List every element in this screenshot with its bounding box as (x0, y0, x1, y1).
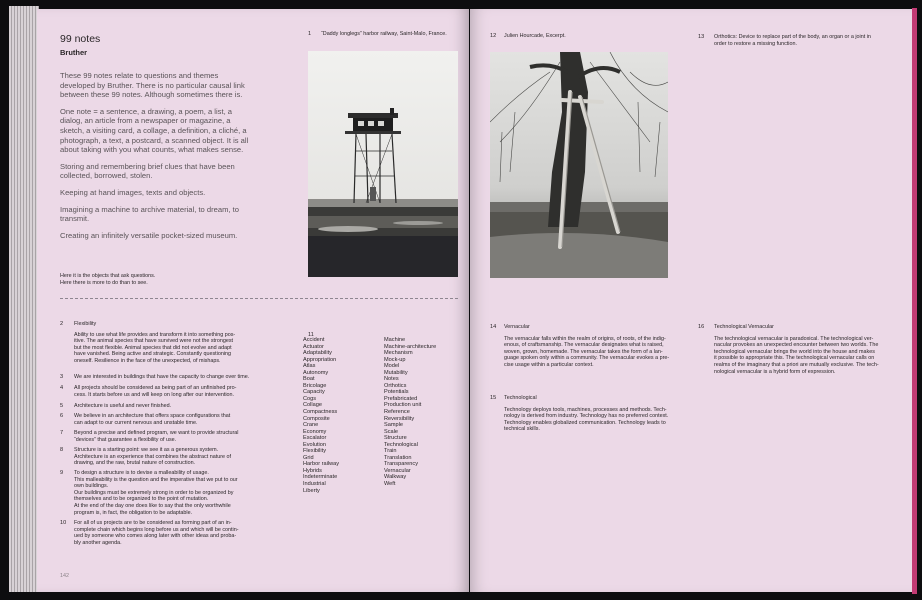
word-list-item: Mechanism (384, 350, 413, 357)
note-line: technological vernacular brings the world into the house and makes (714, 348, 875, 355)
word-list-item: Compactness (303, 409, 338, 416)
note-3 (60, 374, 250, 381)
note-number: 3 (60, 374, 64, 380)
word-list-item: Flexibility (303, 448, 327, 455)
note-line: complete chain which begins long before us and which will be contin- (74, 526, 239, 533)
note-line: We are interested in buildings that have the capacity to change over time. (74, 374, 250, 380)
note-line: bly another agenda. (74, 539, 122, 546)
word-list-item: Autonomy (303, 369, 329, 376)
word-list-item: Mutability (384, 369, 408, 376)
note-number: 14 (490, 324, 497, 330)
page-title: 99 notes (60, 33, 101, 45)
note-number: 9 (60, 470, 64, 476)
word-list-item: Weft (384, 481, 396, 488)
intro-footnote (60, 273, 260, 286)
word-list-item: Grid (303, 454, 314, 461)
word-list-item: Transparency (384, 461, 418, 468)
page-subtitle: Bruther (60, 48, 88, 57)
note-line: have vanished. Being active and strategic. Constantly questioning (74, 351, 232, 358)
harbor-railway-photo-image (308, 51, 458, 277)
note-number: 8 (60, 447, 64, 453)
intro-paragraph: Imagining a machine to archive material, to dream, to transmit. (60, 204, 239, 224)
note-line: nacular provokes an unexpected encounter between two worlds. The (714, 342, 879, 349)
footnote-line: Here there is more to do than to see. (60, 279, 148, 286)
word-list-item: Industrial (303, 481, 326, 488)
note-line: Our buildings must be extremely strong in order to be organized by (74, 489, 234, 496)
note-number: 10 (60, 520, 67, 526)
note-line: drawing, and the raw, brutal nature of construction. (74, 460, 196, 467)
word-list-item: Orthotics (384, 382, 407, 389)
note-2 (60, 321, 250, 365)
note-line: The technological vernacular is paradoxical. The technological ver- (714, 335, 874, 342)
note-line: guage spoken only within a community. The vernacular evokes a pre- (504, 355, 670, 362)
note-7 (60, 430, 250, 443)
photo-harbor-railway (308, 51, 458, 277)
note-line: Technology deploys tools, machines, processes and methods. Tech- (504, 406, 667, 413)
note-14 (490, 324, 690, 369)
word-list-item: Appropriation (303, 356, 337, 363)
word-list-item: Model (384, 363, 400, 370)
note-line: Technological Vernacular (714, 324, 774, 330)
note-line: themselves and to be organized to the point of mutation. (74, 496, 209, 503)
note-line: Technological (504, 395, 537, 401)
word-list-item: Machine (384, 337, 406, 343)
note-number: 6 (60, 413, 64, 419)
note-line: enous, of craftsmanship. The vernacular designates what is raised, (504, 342, 664, 349)
note-number: 5 (60, 403, 64, 409)
page-number (60, 564, 69, 582)
note-line: The vernacular falls within the realm of origins, of roots, of the indig- (504, 335, 666, 342)
word-list-item: Translation (384, 454, 412, 461)
note-line: it possible to appropriate this. The technological vernacular calls on (714, 355, 875, 362)
word-list-item: Mock-up (384, 356, 406, 363)
note-number: 15 (490, 395, 497, 401)
word-list-item: Evolution (303, 441, 327, 448)
note-caption: Julien Hourcade, Excerpt. (504, 33, 566, 39)
note-number: 4 (60, 385, 64, 391)
word-list-item: Reference (384, 409, 410, 416)
word-list-item: Boat (303, 376, 315, 383)
note-line: itive. The animal species that have survived were not the strongest (74, 338, 234, 345)
intro-text (60, 71, 255, 247)
note-line: Flexibility (74, 321, 97, 327)
note-line: We believe in an architecture that offers space configurations that (74, 413, 231, 419)
word-list-item: Liberty (303, 487, 320, 494)
note-line: program is, in fact, the obligation to be adaptable. (74, 509, 193, 516)
intro-paragraph: Storing and remembering brief clues that have been collected, borrowed, stolen. (60, 161, 235, 181)
note-line: cise usage within a particular context. (504, 361, 594, 368)
note-line: This malleability is the question and the imperative that we put to our (74, 476, 238, 483)
word-list-item: Sample (384, 422, 403, 429)
note-number: 12 (490, 33, 497, 39)
note-number: 16 (698, 324, 705, 330)
word-list-item: Collage (303, 402, 322, 409)
footnote-line: Here it is the objects that ask questions. (60, 273, 156, 279)
note-number: 7 (60, 430, 64, 436)
left-header (60, 33, 250, 57)
note-number: 2 (60, 321, 64, 327)
page-number-text: 142 (60, 573, 69, 579)
word-list-item: Prefabricated (384, 395, 418, 402)
word-list-item: Economy (303, 428, 327, 435)
tree-props-photo-image (490, 52, 668, 278)
word-list-item: Technological (384, 441, 418, 448)
word-list-item: Machine-architecture (384, 343, 437, 350)
book-edge (912, 8, 917, 594)
word-list-item: Production unit (384, 402, 422, 409)
note-line: For all of us projects are to be considered as forming part of an in- (74, 520, 232, 526)
left-page (37, 9, 469, 592)
page-stack-edge (9, 6, 39, 592)
right-page (470, 9, 912, 592)
note-line: nology is derived from industry. Technology has no preferred context. (504, 413, 669, 420)
note-13 (698, 34, 898, 47)
note-8 (60, 447, 250, 467)
word-list-item: Walkway (384, 474, 407, 481)
note-line: but the most flexible. Animal species that did not evolve and adapt (74, 344, 232, 351)
word-list-item: Indeterminate (303, 474, 338, 481)
note-line: woven, grown, homemade. The vernacular takes the form of a lan- (504, 348, 663, 355)
note-6 (60, 413, 250, 426)
note-line: technical skills. (504, 426, 540, 433)
note-line: Technology enables globalized communication. Technology leads to (504, 419, 666, 426)
intro-paragraph: One note = a sentence, a drawing, a poem, a list, a dialog, an article from a newspaper or magazine, a sketch, a visiting card, a collage, a definition, a cliché, a photograph, a text, a postcard, a scanned object. It is all about taking with you what counts, what makes sense. (60, 106, 249, 155)
word-list-item: Atlas (303, 363, 316, 370)
word-list-item: Vernacular (384, 467, 411, 474)
note-line: cess. It starts before us and will keep on long after our intervention. (74, 391, 235, 398)
word-list-item: Adaptability (303, 350, 332, 357)
note-line: order to restore a missing function. (714, 40, 797, 47)
note-10 (60, 520, 250, 546)
note-line: own buildings. (74, 483, 109, 490)
note-line: realms of the imaginary that a priori are mutually exclusive. The tech- (714, 361, 879, 368)
word-list-column-2 (384, 337, 464, 488)
word-list-item: Actuator (303, 343, 324, 350)
intro-paragraph: These 99 notes relate to questions and themes developed by Bruther. There is no particular causal link between these 99 notes. Although sometimes there is. (60, 71, 245, 100)
word-list-item: Composite (303, 415, 330, 422)
section-divider (60, 298, 458, 299)
word-list-item: Bricolage (303, 382, 327, 389)
note-line: Structure is a starting point: we see it as a generous system. (74, 447, 219, 453)
intro-paragraph: Keeping at hand images, texts and objects. (60, 187, 206, 197)
note-line: Architecture is useful and never finished. (74, 403, 172, 409)
word-list-item: Accident (303, 337, 325, 343)
note-5 (60, 403, 250, 410)
note-line: Orthotics: Device to replace part of the body, an organ or a joint in (714, 34, 871, 40)
note-line: Vernacular (504, 324, 530, 330)
word-list-item: Harbor railway (303, 461, 340, 468)
word-list-item: Notes (384, 376, 399, 383)
note-line: nological vernacular is a hybrid form of expression. (714, 368, 836, 375)
word-list-item: Cogs (303, 395, 317, 402)
note-caption: “Daddy longlegs” harbor railway, Saint-Malo, France. (321, 31, 447, 37)
word-list-item: Capacity (303, 389, 325, 396)
note-line: Architecture is an experience that combines the abstract nature of (74, 453, 232, 460)
note-line: To design a structure is to devise a malleability of usage. (74, 470, 209, 476)
note-number: 13 (698, 34, 705, 40)
note-16 (698, 324, 898, 375)
note-line: At the end of the day one does like to say that the only worthwhile (74, 502, 231, 509)
photo-tree-props (490, 52, 668, 278)
note-line: Ability to use what life provides and transform it into something pos- (74, 331, 236, 338)
word-list-item: Reversibility (384, 415, 415, 422)
note-line: All projects should be considered as being part of an unfinished pro- (74, 385, 237, 391)
intro-paragraph: Creating an infinitely versatile pocket-sized museum. (60, 230, 238, 240)
word-list-item: Scale (384, 428, 398, 435)
word-list-column-1 (303, 337, 373, 494)
note-number: 1 (308, 31, 312, 37)
note-line: can adapt to our current nervous and unstable time. (74, 419, 198, 426)
word-list-item: Escalator (303, 435, 327, 442)
note-9 (60, 470, 250, 516)
note-15 (490, 395, 690, 433)
word-list-item: Structure (384, 435, 407, 442)
note-line: Beyond a precise and defined program, we want to provide structural (74, 430, 239, 436)
note-line: oneself. Resilience in the face of the unexpected, of mishaps. (74, 357, 221, 364)
note-line: ued by someone who comes along later with other ideas and proba- (74, 533, 237, 540)
word-list-item: Crane (303, 422, 319, 429)
note-line: “devices” that guarantee a flexibility of use. (74, 436, 177, 443)
word-list-item: Hybrids (303, 467, 322, 474)
word-list-item: Potentials (384, 389, 409, 396)
note-number: 11 (308, 332, 314, 338)
note-4 (60, 385, 250, 398)
word-list-item: Train (384, 448, 397, 455)
